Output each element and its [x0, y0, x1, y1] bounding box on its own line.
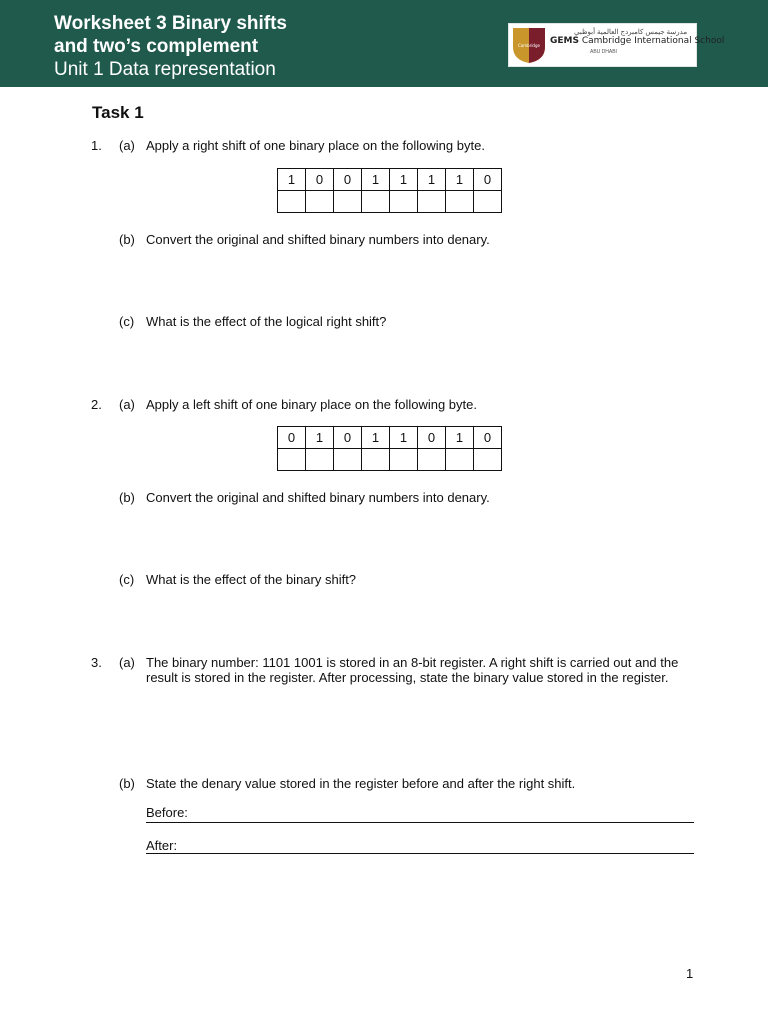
crest-text: Cambridge	[518, 43, 540, 48]
question-text: What is the effect of the binary shift?	[146, 572, 357, 587]
question-text: The binary number: 1101 1001 is stored in an 8-bit register. A right shift is carried out and the result is stored in the register. After processing, state the binary value stored in the register.	[146, 655, 679, 685]
answer-bit-cell[interactable]	[278, 449, 306, 471]
bit-cell: 0	[278, 427, 306, 449]
answer-byte-row	[278, 191, 502, 213]
answer-bit-cell[interactable]	[334, 191, 362, 213]
part-label: (b)	[119, 776, 135, 791]
bit-cell: 1	[418, 169, 446, 191]
logo-name-text: Cambridge International School	[581, 36, 725, 46]
bit-cell: 1	[390, 427, 418, 449]
answer-bit-cell[interactable]	[306, 191, 334, 213]
task-title: Task 1	[92, 103, 144, 122]
answer-bit-cell[interactable]	[306, 449, 334, 471]
part-label: (b)	[119, 490, 135, 505]
title-line-2: and two’s complement	[54, 36, 259, 57]
bit-cell: 0	[306, 169, 334, 191]
answer-bit-cell[interactable]	[334, 449, 362, 471]
before-label: Before:	[146, 805, 188, 820]
title-line-1: Worksheet 3 Binary shifts	[54, 13, 288, 34]
page-number: 1	[686, 966, 694, 981]
answer-byte-row	[278, 449, 502, 471]
logo-brand: GEMS	[550, 36, 579, 46]
original-byte-row	[278, 169, 502, 191]
bit-cell: 1	[446, 169, 474, 191]
answer-bit-cell[interactable]	[362, 191, 390, 213]
answer-bit-cell[interactable]	[446, 449, 474, 471]
after-label: After:	[146, 838, 178, 853]
part-label: (c)	[119, 572, 135, 587]
school-logo	[508, 23, 725, 67]
question-text: Apply a left shift of one binary place on the following byte.	[146, 397, 477, 412]
answer-bit-cell[interactable]	[474, 191, 502, 213]
before-answer-line[interactable]	[146, 822, 694, 823]
part-label: (a)	[119, 655, 135, 670]
bit-cell: 1	[362, 169, 390, 191]
question-text: Convert the original and shifted binary numbers into denary.	[146, 232, 490, 247]
answer-bit-cell[interactable]	[474, 449, 502, 471]
question-text: Convert the original and shifted binary numbers into denary.	[146, 490, 490, 505]
bit-cell: 0	[474, 169, 502, 191]
answer-bit-cell[interactable]	[418, 191, 446, 213]
part-label: (a)	[119, 397, 135, 412]
bit-cell: 0	[418, 427, 446, 449]
header-banner	[0, 0, 768, 87]
bit-cell: 1	[362, 427, 390, 449]
answer-bit-cell[interactable]	[446, 191, 474, 213]
bit-cell: 1	[446, 427, 474, 449]
original-byte-row	[278, 427, 502, 449]
logo-location: ABU DHABI	[590, 49, 617, 55]
question-text: Apply a right shift of one binary place on the following byte.	[146, 138, 485, 153]
logo-arabic-text: مدرسة جيمس كامبردج العالمية أبوظبي	[574, 29, 688, 36]
logo-school-name	[550, 36, 724, 46]
bit-cell: 1	[306, 427, 334, 449]
question-text: State the denary value stored in the register before and after the right shift.	[146, 776, 576, 791]
bit-cell: 0	[334, 427, 362, 449]
answer-bit-cell[interactable]	[418, 449, 446, 471]
part-label: (b)	[119, 232, 135, 247]
question-number: 2.	[91, 397, 102, 412]
answer-bit-cell[interactable]	[390, 449, 418, 471]
answer-bit-cell[interactable]	[362, 449, 390, 471]
after-answer-line[interactable]	[146, 853, 694, 854]
unit-subtitle: Unit 1 Data representation	[54, 59, 276, 80]
binary-byte-table	[277, 168, 502, 213]
binary-byte-table	[277, 426, 502, 471]
answer-bit-cell[interactable]	[390, 191, 418, 213]
question-number: 3.	[91, 655, 102, 670]
answer-bit-cell[interactable]	[278, 191, 306, 213]
bit-cell: 1	[390, 169, 418, 191]
bit-cell: 0	[334, 169, 362, 191]
worksheet-title	[54, 12, 287, 58]
question-number: 1.	[91, 138, 102, 153]
part-label: (c)	[119, 314, 135, 329]
school-crest-icon	[512, 27, 546, 64]
question-text: What is the effect of the logical right shift?	[146, 314, 387, 329]
bit-cell: 0	[474, 427, 502, 449]
bit-cell: 1	[278, 169, 306, 191]
part-label: (a)	[119, 138, 135, 153]
